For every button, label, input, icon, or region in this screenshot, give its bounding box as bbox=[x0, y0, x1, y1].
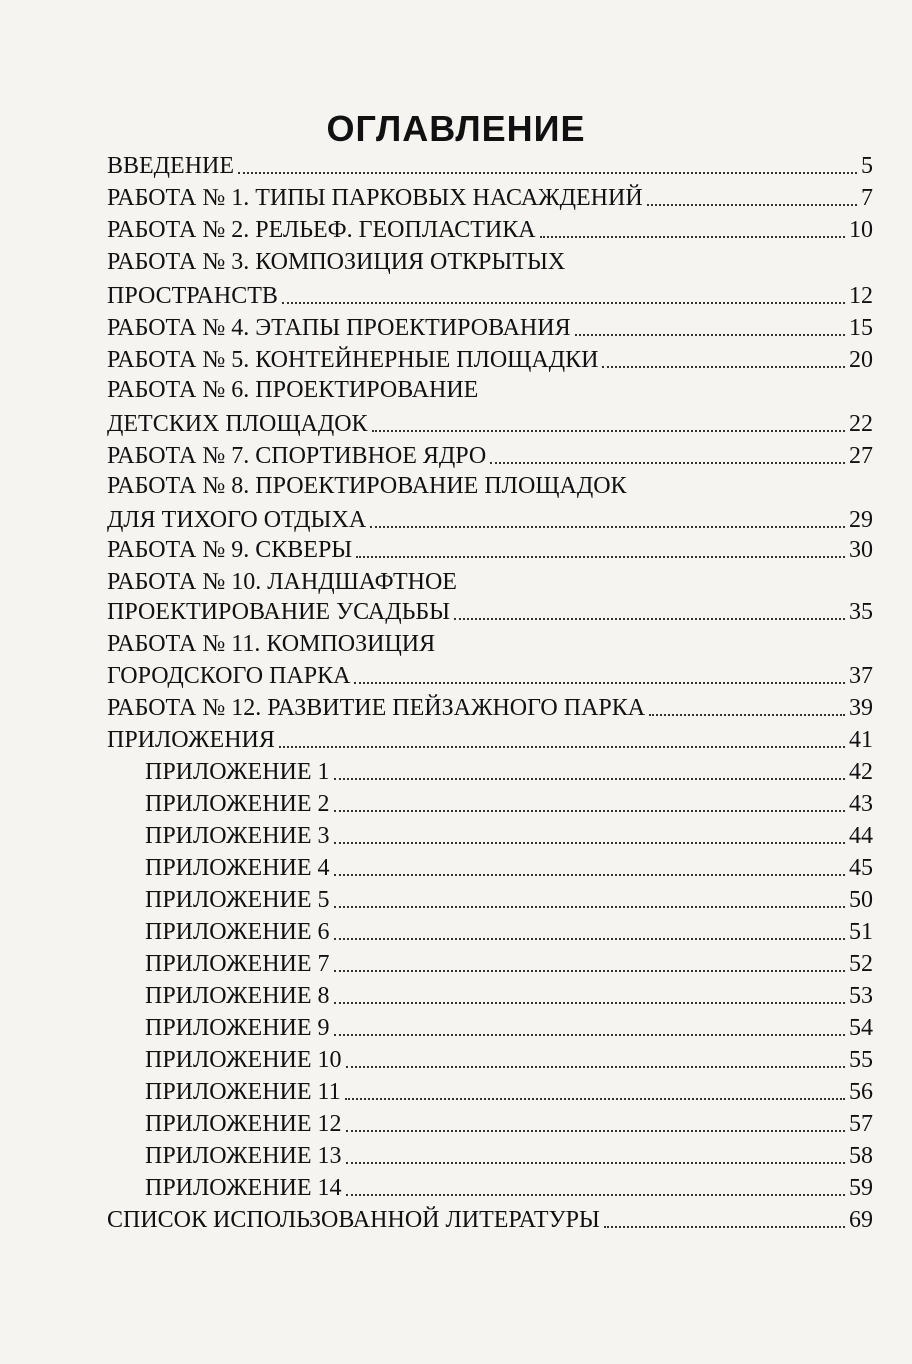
toc-entry-page: 20 bbox=[849, 347, 873, 373]
dot-leader bbox=[647, 204, 857, 206]
toc-entry[interactable] bbox=[145, 852, 873, 884]
page-title: ОГЛАВЛЕНИЕ bbox=[326, 108, 586, 149]
toc-entry-label: РАБОТА № 8. ПРОЕКТИРОВАНИЕ ПЛОЩАДОК bbox=[107, 473, 627, 499]
dot-leader bbox=[372, 430, 845, 432]
toc-entry-label: ПРИЛОЖЕНИЕ 7 bbox=[145, 951, 330, 977]
toc-entry-page: 44 bbox=[849, 823, 873, 849]
dot-leader bbox=[354, 682, 845, 684]
toc-entry-label: ПРОСТРАНСТВ bbox=[107, 283, 278, 309]
dot-leader bbox=[334, 1034, 845, 1036]
toc-entry-page: 27 bbox=[849, 443, 873, 469]
toc-entry-label: ПРИЛОЖЕНИЕ 9 bbox=[145, 1015, 330, 1041]
dot-leader bbox=[238, 172, 857, 174]
toc-entry-page: 39 bbox=[849, 695, 873, 721]
toc-entry[interactable] bbox=[145, 1140, 873, 1172]
toc-entry-page: 22 bbox=[849, 411, 873, 437]
toc-entry-label: ДЕТСКИХ ПЛОЩАДОК bbox=[107, 411, 368, 437]
toc-entry-label: ПРИЛОЖЕНИЕ 12 bbox=[145, 1111, 342, 1137]
toc-entry-page: 7 bbox=[861, 185, 873, 211]
dot-leader bbox=[370, 526, 845, 528]
toc-entry-label: РАБОТА № 4. ЭТАПЫ ПРОЕКТИРОВАНИЯ bbox=[107, 315, 571, 341]
toc-entry-page: 53 bbox=[849, 983, 873, 1009]
toc-entry-page: 42 bbox=[849, 759, 873, 785]
toc-entry-label: РАБОТА № 3. КОМПОЗИЦИЯ ОТКРЫТЫХ bbox=[107, 249, 566, 275]
toc-entry[interactable] bbox=[107, 374, 873, 406]
toc-entry[interactable] bbox=[107, 692, 873, 724]
toc-entry-page: 57 bbox=[849, 1111, 873, 1137]
toc-entry[interactable] bbox=[107, 566, 873, 598]
toc-entry[interactable] bbox=[107, 246, 873, 278]
toc-entry-page: 54 bbox=[849, 1015, 873, 1041]
toc-entry[interactable] bbox=[145, 948, 873, 980]
toc-entry-page: 50 bbox=[849, 887, 873, 913]
dot-leader bbox=[334, 938, 845, 940]
dot-leader bbox=[334, 842, 845, 844]
dot-leader bbox=[490, 462, 845, 464]
toc-entry[interactable] bbox=[145, 916, 873, 948]
toc-entry-label: РАБОТА № 12. РАЗВИТИЕ ПЕЙЗАЖНОГО ПАРКА bbox=[107, 695, 646, 721]
toc-entry[interactable] bbox=[107, 408, 873, 440]
toc-entry-page: 35 bbox=[849, 599, 873, 625]
toc-entry-label: ПРИЛОЖЕНИЕ 3 bbox=[145, 823, 330, 849]
toc-entry[interactable] bbox=[107, 182, 873, 214]
toc-entry[interactable] bbox=[145, 756, 873, 788]
toc-entry-label: ПРИЛОЖЕНИЯ bbox=[107, 727, 275, 753]
toc-entry[interactable] bbox=[107, 504, 873, 536]
toc-entry[interactable] bbox=[107, 724, 873, 756]
toc-entry[interactable] bbox=[145, 1172, 873, 1204]
dot-leader bbox=[345, 1098, 845, 1100]
toc-entry-label: РАБОТА № 1. ТИПЫ ПАРКОВЫХ НАСАЖДЕНИЙ bbox=[107, 185, 643, 211]
toc-entry-page: 37 bbox=[849, 663, 873, 689]
toc-entry-label: ПРИЛОЖЕНИЕ 6 bbox=[145, 919, 330, 945]
dot-leader bbox=[282, 302, 845, 304]
toc-entry-label: ПРИЛОЖЕНИЕ 13 bbox=[145, 1143, 342, 1169]
toc-entry-label: РАБОТА № 9. СКВЕРЫ bbox=[107, 537, 353, 563]
dot-leader bbox=[649, 714, 845, 716]
toc-entry[interactable] bbox=[107, 660, 873, 692]
toc-entry-page: 69 bbox=[849, 1207, 873, 1233]
toc-entry-label: ПРИЛОЖЕНИЕ 14 bbox=[145, 1175, 342, 1201]
toc-entry[interactable] bbox=[107, 280, 873, 312]
dot-leader bbox=[454, 618, 845, 620]
toc-entry-label: РАБОТА № 11. КОМПОЗИЦИЯ bbox=[107, 631, 436, 657]
toc-entry-page: 59 bbox=[849, 1175, 873, 1201]
dot-leader bbox=[334, 1002, 845, 1004]
toc-entry[interactable] bbox=[107, 1204, 873, 1236]
toc-entry[interactable] bbox=[145, 980, 873, 1012]
toc-entry-page: 52 bbox=[849, 951, 873, 977]
toc-entry-page: 5 bbox=[861, 153, 873, 179]
toc-entry-page: 29 bbox=[849, 507, 873, 533]
toc-entry[interactable] bbox=[107, 344, 873, 376]
toc-entry-page: 56 bbox=[849, 1079, 873, 1105]
toc-entry-page: 41 bbox=[849, 727, 873, 753]
toc-entry-page: 58 bbox=[849, 1143, 873, 1169]
dot-leader bbox=[346, 1066, 845, 1068]
toc-entry[interactable] bbox=[107, 470, 873, 502]
toc-entry-label: ПРИЛОЖЕНИЕ 1 bbox=[145, 759, 330, 785]
toc-entry[interactable] bbox=[107, 628, 873, 660]
toc-entry-label: ПРИЛОЖЕНИЕ 5 bbox=[145, 887, 330, 913]
dot-leader bbox=[334, 970, 845, 972]
toc-entry-label: РАБОТА № 5. КОНТЕЙНЕРНЫЕ ПЛОЩАДКИ bbox=[107, 347, 599, 373]
toc-entry-label: ВВЕДЕНИЕ bbox=[107, 153, 235, 179]
toc-entry[interactable] bbox=[107, 214, 873, 246]
toc-entry-page: 51 bbox=[849, 919, 873, 945]
toc-entry-label: ПРИЛОЖЕНИЕ 10 bbox=[145, 1047, 342, 1073]
toc-entry-page: 55 bbox=[849, 1047, 873, 1073]
toc-entry[interactable] bbox=[107, 596, 873, 628]
toc-entry-label: РАБОТА № 7. СПОРТИВНОЕ ЯДРО bbox=[107, 443, 487, 469]
toc-entry-label: ПРИЛОЖЕНИЕ 4 bbox=[145, 855, 330, 881]
dot-leader bbox=[346, 1130, 845, 1132]
dot-leader bbox=[334, 778, 845, 780]
toc-entry[interactable] bbox=[145, 1044, 873, 1076]
toc-entry-label: ДЛЯ ТИХОГО ОТДЫХА bbox=[107, 507, 367, 533]
dot-leader bbox=[602, 366, 845, 368]
dot-leader bbox=[334, 810, 845, 812]
toc-entry-page: 10 bbox=[849, 217, 873, 243]
toc-entry[interactable] bbox=[145, 1108, 873, 1140]
toc-entry[interactable] bbox=[145, 788, 873, 820]
toc-entry-page: 15 bbox=[849, 315, 873, 341]
toc-entry-label: ПРОЕКТИРОВАНИЕ УСАДЬБЫ bbox=[107, 599, 451, 625]
toc-entry-page: 45 bbox=[849, 855, 873, 881]
dot-leader bbox=[346, 1162, 845, 1164]
dot-leader bbox=[604, 1226, 845, 1228]
toc-entry[interactable] bbox=[107, 440, 873, 472]
toc-entry-page: 30 bbox=[849, 537, 873, 563]
toc-entry[interactable] bbox=[145, 1012, 873, 1044]
dot-leader bbox=[334, 906, 845, 908]
toc-entry-label: СПИСОК ИСПОЛЬЗОВАННОЙ ЛИТЕРАТУРЫ bbox=[107, 1207, 600, 1233]
toc-entry[interactable] bbox=[107, 150, 873, 182]
dot-leader bbox=[575, 334, 845, 336]
toc-entry-label: ГОРОДСКОГО ПАРКА bbox=[107, 663, 351, 689]
toc-entry[interactable] bbox=[107, 312, 873, 344]
toc-entry[interactable] bbox=[145, 884, 873, 916]
dot-leader bbox=[356, 556, 845, 558]
toc-entry[interactable] bbox=[145, 1076, 873, 1108]
toc-entry-label: РАБОТА № 6. ПРОЕКТИРОВАНИЕ bbox=[107, 377, 479, 403]
toc-entry-page: 43 bbox=[849, 791, 873, 817]
dot-leader bbox=[334, 874, 845, 876]
toc-entry-label: РАБОТА № 10. ЛАНДШАФТНОЕ bbox=[107, 569, 457, 595]
toc-entry[interactable] bbox=[107, 534, 873, 566]
toc-entry-page: 12 bbox=[849, 283, 873, 309]
toc-entry-label: ПРИЛОЖЕНИЕ 2 bbox=[145, 791, 330, 817]
dot-leader bbox=[540, 236, 845, 238]
dot-leader bbox=[279, 746, 845, 748]
toc-entry-label: ПРИЛОЖЕНИЕ 11 bbox=[145, 1079, 341, 1105]
toc-entry-label: ПРИЛОЖЕНИЕ 8 bbox=[145, 983, 330, 1009]
toc-entry[interactable] bbox=[145, 820, 873, 852]
toc-entry-label: РАБОТА № 2. РЕЛЬЕФ. ГЕОПЛАСТИКА bbox=[107, 217, 536, 243]
dot-leader bbox=[346, 1194, 845, 1196]
